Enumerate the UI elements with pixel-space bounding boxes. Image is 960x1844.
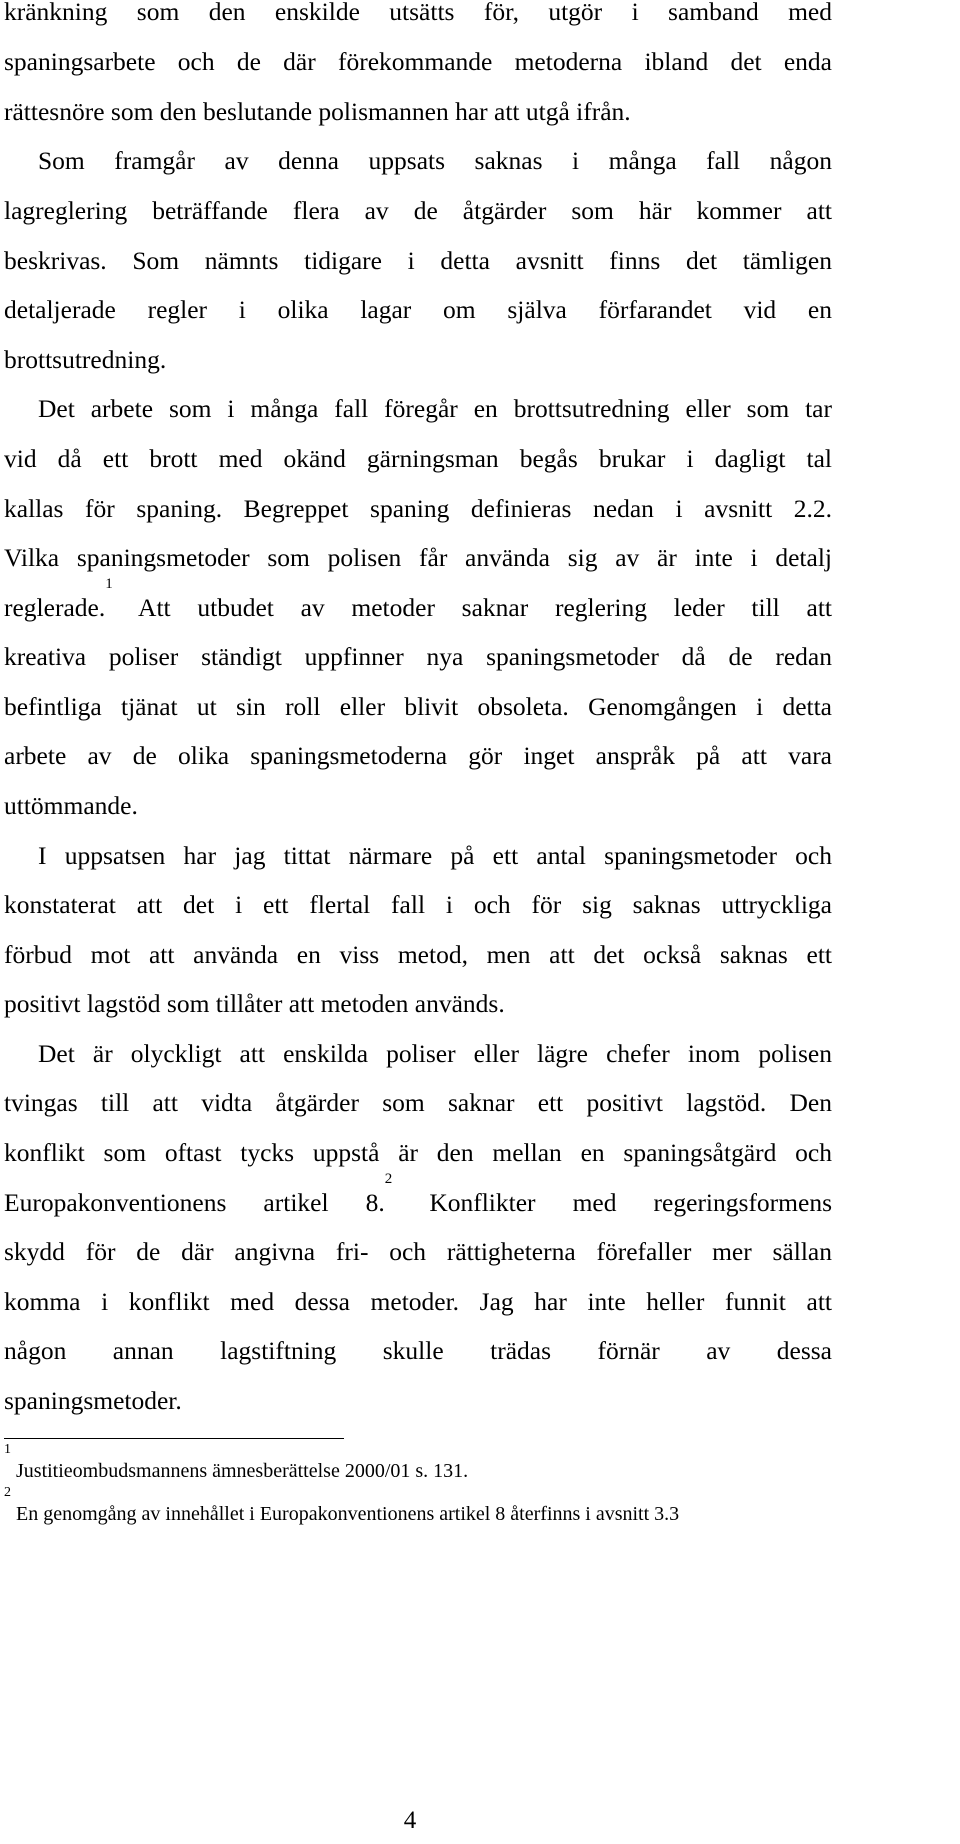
body-line: positivt lagstöd som tillåter att metoden används.	[4, 989, 505, 1018]
body-text: Konflikter med regeringsformens	[392, 1188, 832, 1217]
body-line	[4, 576, 832, 624]
body-line: lagreglering beträffande flera av de åtgärder som här kommer att	[4, 196, 832, 225]
body-line: brottsutredning.	[4, 345, 167, 374]
footnote-number: 1	[4, 1442, 11, 1457]
body-line: någon annan lagstiftning skulle trädas förnär av dessa	[4, 1336, 832, 1365]
body-line: förbud mot att använda en viss metod, men att det också saknas ett	[4, 940, 832, 969]
body-line: uttömmande.	[4, 791, 138, 820]
body-text: Att utbudet av metoder saknar reglering leder till att	[112, 593, 832, 622]
footnote-1	[4, 1442, 904, 1485]
body-text: Europakonventionens artikel 8.	[4, 1188, 385, 1217]
footnote-2	[4, 1485, 904, 1528]
footnote-ref-1[interactable]: 1	[105, 576, 113, 592]
body-line: vid då ett brott med okänd gärningsman begås brukar i dagligt tal	[4, 444, 832, 473]
body-line: kränkning som den enskilde utsätts för, utgör i samband med	[4, 0, 832, 26]
footnote-number: 2	[4, 1485, 11, 1500]
body-line: detaljerade regler i olika lagar om själva förfarandet vid en	[4, 295, 832, 324]
body-line: Vilka spaningsmetoder som polisen får använda sig av är inte i detalj	[4, 543, 832, 572]
body-line: beskrivas. Som nämnts tidigare i detta avsnitt finns det tämligen	[4, 246, 832, 275]
body-line: skydd för de där angivna fri- och rättigheterna förefaller mer sällan	[4, 1237, 832, 1266]
body-line: komma i konflikt med dessa metoder. Jag har inte heller funnit att	[4, 1287, 832, 1316]
page-number: 4	[403, 1807, 417, 1834]
footnote-ref-2[interactable]: 2	[384, 1171, 393, 1187]
body-line: spaningsarbete och de där förekommande metoderna ibland det enda	[4, 47, 832, 76]
body-line: kreativa poliser ständigt uppfinner nya spaningsmetoder då de redan	[4, 642, 832, 671]
body-line: I uppsatsen har jag tittat närmare på ett antal spaningsmetoder och	[38, 841, 832, 870]
body-line: spaningsmetoder.	[4, 1386, 182, 1415]
body-line: rättesnöre som den beslutande polismannen har att utgå ifrån.	[4, 97, 631, 126]
footnote-separator	[4, 1438, 344, 1439]
body-line: Det är olyckligt att enskilda poliser eller lägre chefer inom polisen	[38, 1039, 832, 1068]
body-line: konstaterat att det i ett flertal fall i och för sig saknas uttryckliga	[4, 890, 832, 919]
body-text: reglerade.	[4, 593, 106, 622]
body-line: arbete av de olika spaningsmetoderna gör inget anspråk på att vara	[4, 741, 832, 770]
body-line: befintliga tjänat ut sin roll eller blivit obsoleta. Genomgången i detta	[4, 692, 832, 721]
body-line	[4, 1171, 832, 1219]
footnote-text: En genomgång av innehållet i Europakonventionens artikel 8 återfinns i avsnitt 3.3	[11, 1503, 680, 1525]
body-line: Som framgår av denna uppsats saknas i många fall någon	[38, 146, 832, 175]
body-line: kallas för spaning. Begreppet spaning definieras nedan i avsnitt 2.2.	[4, 494, 832, 523]
body-line: konflikt som oftast tycks uppstå är den mellan en spaningsåtgärd och	[4, 1138, 832, 1167]
footnote-text: Justitieombudsmannens ämnesberättelse 2000/01 s. 131.	[11, 1460, 469, 1482]
body-line: tvingas till att vidta åtgärder som saknar ett positivt lagstöd. Den	[4, 1088, 832, 1117]
body-line: Det arbete som i många fall föregår en brottsutredning eller som tar	[38, 394, 832, 423]
